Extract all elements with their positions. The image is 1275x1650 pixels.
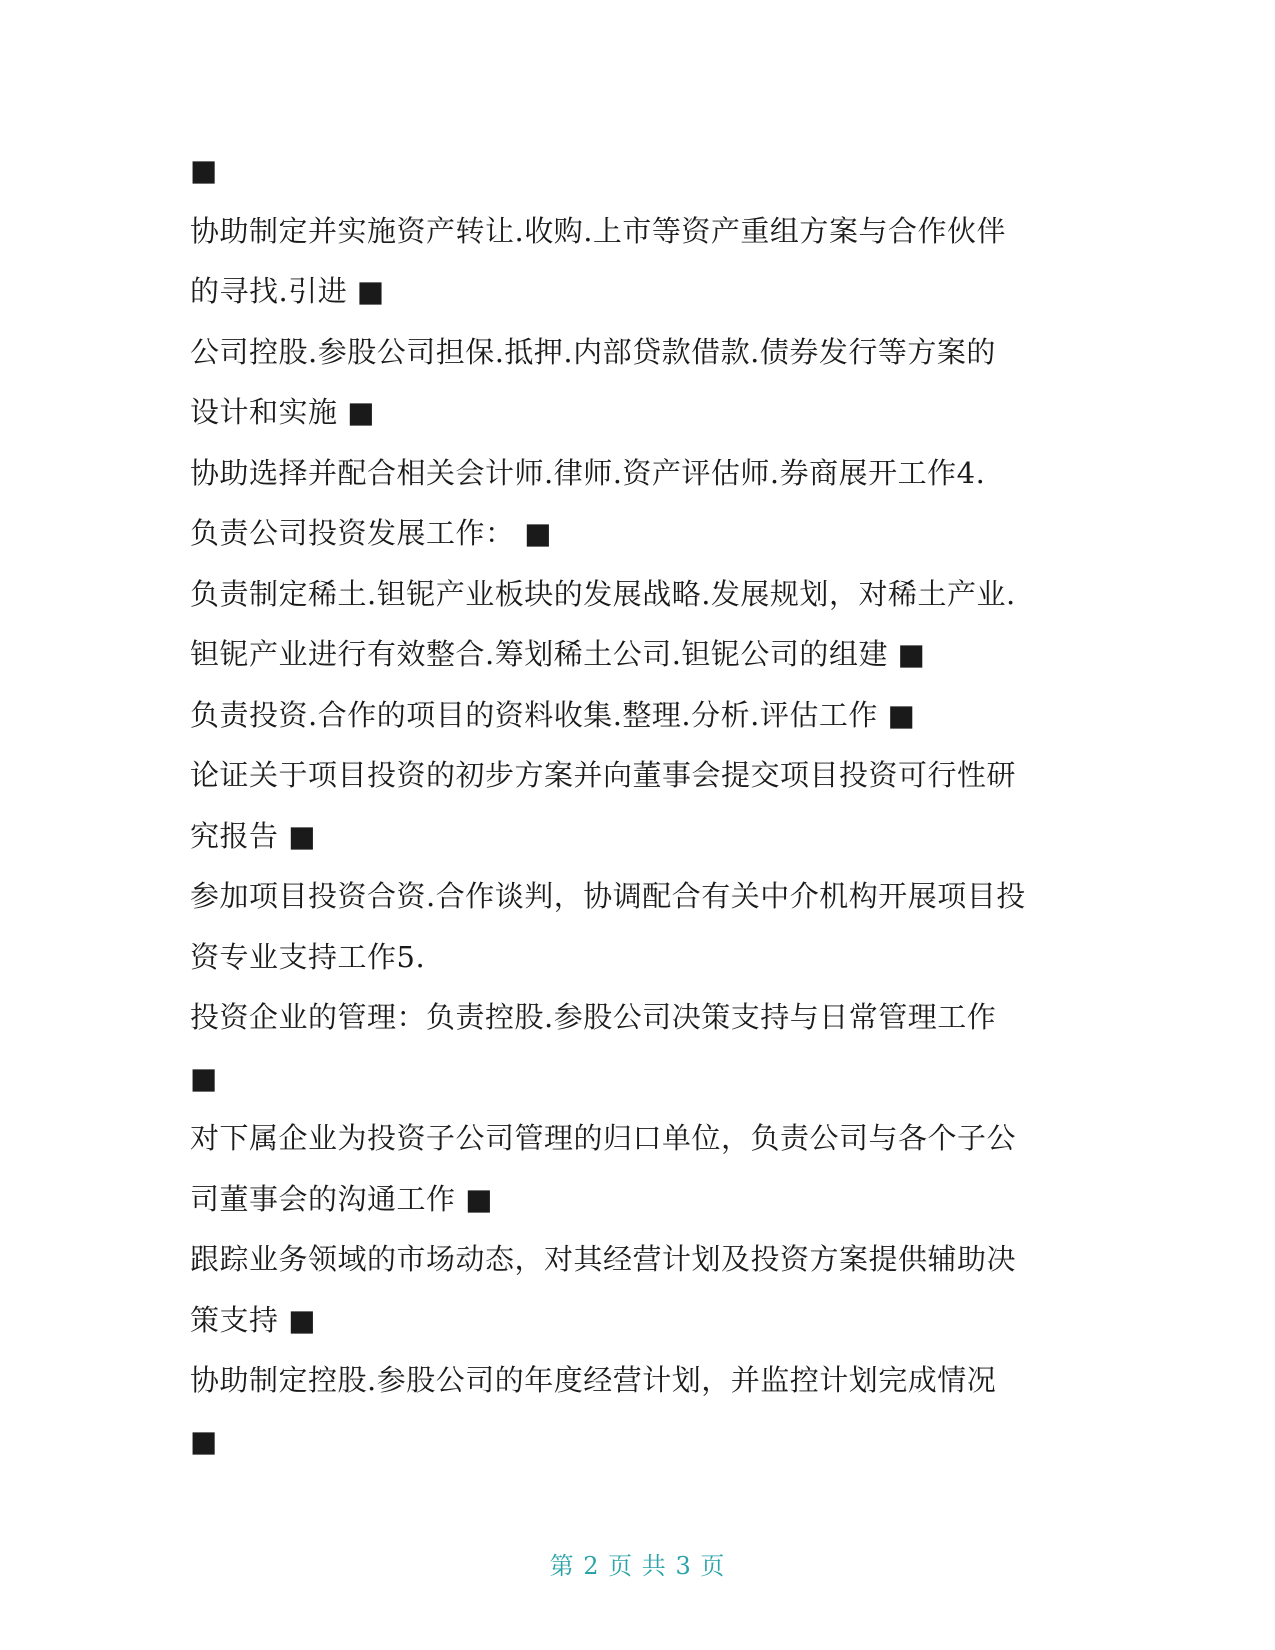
text-line: 协助选择并配合相关会计师.律师.资产评估师.券商展开工作4.	[190, 455, 986, 490]
text-line: 跟踪业务领域的市场动态，对其经营计划及投资方案提供辅助决	[190, 1242, 1017, 1276]
text-line: 负责制定稀土.钽铌产业板块的发展战略.发展规划，对稀土产业.	[190, 576, 1016, 611]
text-line: 策支持 ■	[190, 1302, 317, 1337]
text-line: 协助制定并实施资产转让.收购.上市等资产重组方案与合作伙伴	[190, 213, 1006, 248]
text-line: 司董事会的沟通工作 ■	[190, 1181, 494, 1216]
text-line: 参加项目投资合资.合作谈判，协调配合有关中介机构开展项目投	[190, 879, 1026, 913]
page-number-footer: 第 2 页 共 3 页	[549, 1552, 726, 1580]
text-line: 的寻找.引进 ■	[190, 274, 385, 308]
text-line: ■	[190, 1423, 218, 1458]
text-line: 论证关于项目投资的初步方案并向董事会提交项目投资可行性研	[190, 758, 1017, 792]
text-line: 投资企业的管理：负责控股.参股公司决策支持与日常管理工作	[190, 1000, 997, 1034]
text-line: 负责公司投资发展工作： ■	[190, 516, 553, 550]
text-line: 设计和实施 ■	[190, 395, 376, 429]
text-line: 究报告 ■	[190, 818, 317, 853]
text-line: 协助制定控股.参股公司的年度经营计划，并监控计划完成情况	[190, 1363, 997, 1397]
text-line: 资专业支持工作5.	[190, 939, 426, 974]
text-line: 公司控股.参股公司担保.抵押.内部贷款借款.债券发行等方案的	[190, 334, 996, 369]
text-line: 对下属企业为投资子公司管理的归口单位，负责公司与各个子公	[190, 1121, 1017, 1155]
text-line: ■	[190, 153, 218, 187]
text-line: 负责投资.合作的项目的资料收集.整理.分析.评估工作 ■	[190, 697, 916, 732]
text-line: 钽铌产业进行有效整合.筹划稀土公司.钽铌公司的组建 ■	[190, 637, 926, 671]
document-body	[190, 140, 1090, 1471]
text-line: ■	[190, 1060, 218, 1095]
